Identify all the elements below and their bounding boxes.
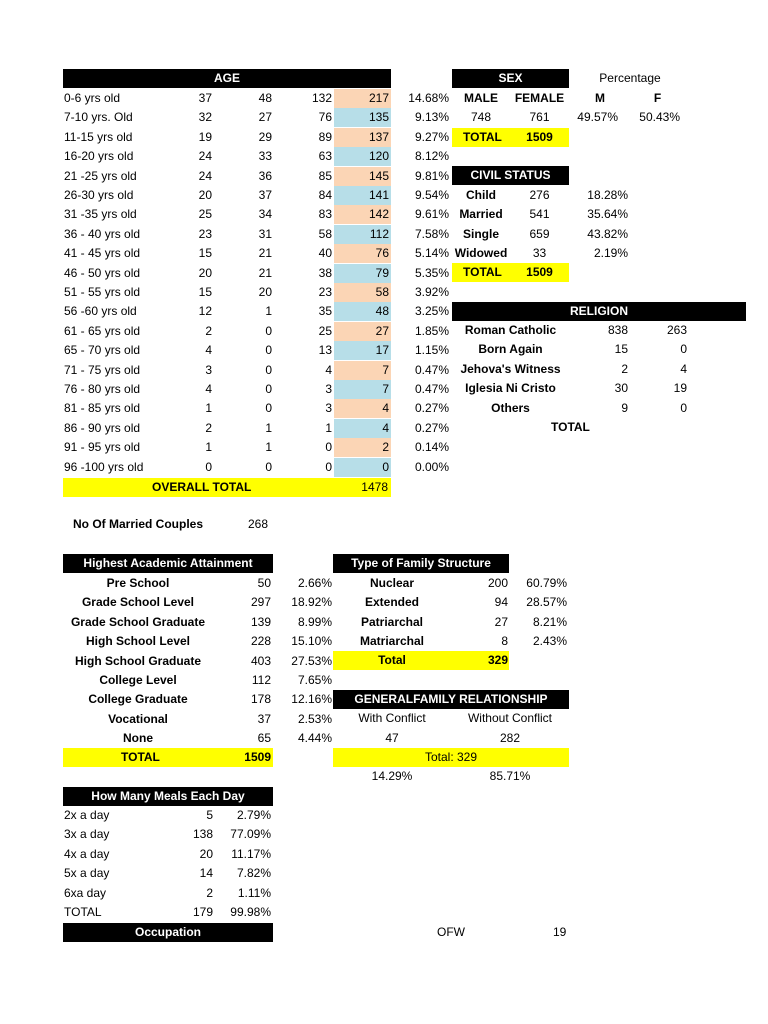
family-total-row [333,651,509,670]
sex-f-pct: 50.43% [639,110,680,124]
academic-row-value: 403 [250,653,271,668]
age-row-col3: 85 [318,168,332,183]
age-row-label: 7-10 yrs. Old [64,110,133,125]
sex-total-label: TOTAL [463,130,502,144]
age-row-col1: 37 [198,91,212,105]
academic-row-value: 37 [257,711,271,726]
age-row-total: 145 [334,167,391,186]
age-row-label: 61 - 65 yrs old [64,323,141,338]
age-row-total: 142 [334,205,391,224]
age-row-label: 51 - 55 yrs old [64,285,141,299]
age-overall-label: OVERALL TOTAL [152,480,252,494]
academic-row-value: 65 [257,731,271,746]
family-row-value: 200 [487,576,508,590]
age-row-col1: 19 [198,129,212,144]
age-row-total: 135 [334,108,391,127]
age-row-col1: 24 [198,168,212,183]
age-row-label: 86 - 90 yrs old [64,420,141,435]
age-row-label: 36 - 40 yrs old [64,226,141,241]
age-row-col2: 31 [258,226,272,241]
age-row-col3: 76 [318,110,332,125]
age-row-col2: 0 [265,343,272,358]
family-row-value: 27 [494,614,508,629]
age-row-col3: 40 [318,246,332,261]
age-row-col3: 3 [325,401,332,416]
religion-total-label: TOTAL [551,420,590,434]
age-row-col3: 89 [318,129,332,144]
with-conflict-pct: 14.29% [371,769,413,783]
age-row-label: 96 -100 yrs old [64,459,144,474]
academic-row-label: Vocational [108,711,168,726]
civil-row-value: 33 [532,246,547,261]
age-row-col3: 4 [325,362,332,377]
academic-row-pct: 7.65% [297,673,332,687]
civil-total-row [452,263,569,282]
meals-total-pct: 99.98% [230,905,271,919]
academic-total-label: TOTAL [121,750,160,764]
academic-row-pct: 18.92% [291,595,332,610]
age-row-col1: 15 [198,285,212,299]
age-row-label: 46 - 50 yrs old [64,265,141,280]
religion-row-col1: 30 [614,381,628,396]
academic-row-pct: 12.16% [291,692,332,707]
age-row-col1: 1 [205,401,212,416]
age-row-col2: 0 [265,362,272,377]
sex-total-row [452,128,569,147]
age-row-col1: 2 [205,420,212,435]
age-row-total: 4 [334,399,391,418]
age-row-col1: 1 [205,440,212,455]
age-row-col2: 0 [265,323,272,338]
married-couples-value: 268 [248,517,269,531]
age-row-total: 48 [334,302,391,321]
occupation-header: Occupation [63,923,273,942]
age-row-label: 65 - 70 yrs old [64,343,141,358]
meal-row-pct: 7.82% [236,866,271,881]
meal-row-value: 5 [206,808,213,822]
age-row-total: 7 [334,380,391,399]
age-row-col3: 84 [318,188,332,202]
family-total-value: 329 [487,653,508,667]
age-row-col2: 1 [265,420,272,435]
meal-row-label: 3x a day [64,827,110,842]
age-row-col2: 0 [265,401,272,416]
sex-header: SEX [452,69,569,88]
civil-row-label: Child [466,188,496,202]
meal-row-value: 14 [199,866,213,881]
ofw-value: 19 [553,925,567,939]
academic-row-label: High School Graduate [74,653,201,668]
meal-row-label: 5x a day [64,866,110,881]
sex-f-label: F [653,91,662,105]
age-row-col1: 4 [205,343,212,358]
age-row-col1: 23 [198,226,212,241]
without-conflict-value: 282 [499,731,521,745]
family-row-value: 94 [494,595,508,610]
age-row-col3: 0 [325,440,332,455]
without-conflict-pct: 85.71% [489,769,531,783]
academic-row-pct: 15.10% [291,634,332,649]
age-row-total: 141 [334,186,391,205]
religion-row-label: Roman Catholic [464,323,557,337]
age-row-pct: 9.27% [414,129,449,144]
academic-row-label: Pre School [106,576,170,590]
family-row-label: Matriarchal [359,634,425,649]
age-row-label: 76 - 80 yrs old [64,382,141,396]
age-row-total: 120 [334,147,391,166]
relationship-total-row: Total: 329 [333,748,569,767]
religion-row-col2: 0 [680,400,687,415]
sex-female-label: FEMALE [514,91,565,105]
age-row-label: 0-6 yrs old [64,91,121,105]
age-header: AGE [63,69,391,88]
sex-male-label: MALE [464,91,498,105]
academic-row-pct: 8.99% [297,614,332,629]
civil-row-pct: 18.28% [587,188,628,202]
academic-row-value: 228 [250,634,271,649]
age-row-col2: 0 [265,382,272,396]
ofw-label: OFW [437,925,465,939]
age-row-col1: 2 [205,323,212,338]
religion-row-col1: 15 [614,342,628,357]
age-row-col2: 37 [258,188,272,202]
meal-row-pct: 1.11% [237,885,271,900]
age-row-col1: 32 [198,110,212,125]
family-row-label: Patriarchal [360,614,424,629]
academic-row-pct: 27.53% [291,653,332,668]
religion-row-label: Born Again [478,342,543,357]
religion-row-col2: 263 [666,323,687,337]
percentage-header: Percentage [599,71,661,85]
family-row-pct: 2.43% [532,634,567,649]
age-row-col1: 4 [205,382,212,396]
meal-row-label: 4x a day [64,846,110,861]
age-row-total: 58 [334,283,391,302]
age-row-pct: 14.68% [408,91,449,105]
age-row-col1: 15 [198,246,212,261]
age-row-pct: 0.27% [414,420,449,435]
sex-male-value: 748 [470,110,492,124]
age-overall-value: 1478 [361,480,388,494]
with-conflict-label: With Conflict [358,711,426,725]
meal-row-pct: 11.17% [231,846,271,861]
age-row-pct: 0.27% [414,401,449,416]
religion-header: RELIGION [452,302,746,321]
civil-row-label: Married [459,207,503,222]
meals-header: How Many Meals Each Day [63,787,273,806]
sex-female-value: 761 [529,110,550,124]
family-row-pct: 28.57% [526,595,567,610]
age-row-col2: 34 [258,207,272,222]
age-row-pct: 9.13% [414,110,449,125]
age-row-label: 16-20 yrs old [64,149,134,164]
age-row-label: 91 - 95 yrs old [64,440,141,455]
academic-header: Highest Academic Attainment [63,554,273,573]
academic-row-label: College Graduate [88,692,188,707]
age-row-total: 112 [334,225,391,244]
age-row-pct: 0.47% [414,362,449,377]
meals-total-value: 179 [192,905,213,919]
age-row-col1: 20 [198,265,212,280]
academic-total-value: 1509 [244,750,271,764]
relationship-header: GENERALFAMILY RELATIONSHIP [333,690,569,709]
sex-m-label: M [595,91,605,105]
family-total-label: Total [378,653,406,667]
age-row-pct: 3.92% [414,285,449,299]
academic-row-label: None [123,731,153,746]
age-row-label: 71 - 75 yrs old [64,362,141,377]
age-row-total: 4 [334,419,391,438]
family-row-value: 8 [501,634,508,649]
academic-row-value: 139 [250,614,271,629]
age-row-pct: 5.35% [414,265,449,280]
academic-row-label: Grade School Level [81,595,195,610]
age-row-col3: 38 [318,265,332,280]
age-row-pct: 8.12% [414,149,449,164]
age-overall-total-row [63,478,391,497]
meal-row-pct: 2.79% [236,808,271,822]
age-row-total: 79 [334,264,391,283]
age-row-total: 0 [334,458,391,477]
age-row-label: 11-15 yrs old [64,129,133,144]
age-row-label: 81 - 85 yrs old [64,401,141,416]
religion-row-label: Jehova's Witness [460,361,561,376]
civil-row-value: 541 [529,207,550,222]
religion-row-col2: 4 [680,361,687,376]
age-row-col2: 21 [258,265,272,280]
family-row-pct: 8.21% [532,614,567,629]
age-row-col3: 35 [318,304,332,319]
age-row-total: 76 [334,244,391,263]
civil-row-value: 659 [529,226,550,241]
age-row-col3: 0 [325,459,332,474]
age-row-col1: 12 [198,304,212,319]
civil-row-value: 276 [529,188,550,202]
meal-row-label: 2x a day [64,808,110,822]
religion-row-label: Iglesia Ni Cristo [465,381,556,396]
age-row-col2: 1 [265,304,272,319]
academic-row-pct: 4.44% [297,731,332,746]
age-row-label: 31 -35 yrs old [64,207,137,222]
family-row-pct: 60.79% [526,576,567,590]
age-row-col1: 25 [198,207,212,222]
age-row-col1: 3 [205,362,212,377]
age-row-col3: 13 [318,343,332,358]
civil-status-header: CIVIL STATUS [452,166,569,185]
age-row-col3: 1 [325,420,332,435]
age-row-col2: 33 [258,149,272,164]
age-row-total: 7 [334,361,391,380]
age-row-col1: 20 [198,188,212,202]
age-row-label: 26-30 yrs old [64,188,134,202]
age-row-pct: 5.14% [414,246,449,261]
academic-row-label: College Level [99,673,177,687]
with-conflict-value: 47 [385,731,399,745]
age-row-col3: 23 [318,285,332,299]
academic-row-pct: 2.66% [297,576,332,590]
religion-row-col1: 838 [607,323,628,337]
age-row-total: 217 [334,89,391,108]
meal-row-value: 20 [199,846,213,861]
age-row-total: 2 [334,438,391,457]
age-row-pct: 0.14% [414,440,449,455]
age-row-col2: 1 [265,440,272,455]
age-row-total: 17 [334,341,391,360]
civil-row-label: Widowed [454,246,508,261]
age-row-label: 21 -25 yrs old [64,168,137,183]
academic-row-value: 297 [250,595,271,610]
age-row-col3: 3 [325,382,332,396]
family-structure-header: Type of Family Structure [333,554,509,573]
age-row-pct: 1.85% [414,323,449,338]
academic-row-label: Grade School Graduate [70,614,206,629]
family-row-label: Nuclear [369,576,415,590]
age-row-col3: 25 [318,323,332,338]
civil-row-pct: 2.19% [593,246,628,261]
without-conflict-label: Without Conflict [467,711,553,725]
civil-row-label: Single [462,226,499,241]
religion-row-col1: 2 [621,361,628,376]
academic-total-row [63,748,273,767]
meal-row-pct: 77.09% [230,827,271,842]
sex-m-pct: 49.57% [577,110,618,124]
age-row-pct: 0.47% [414,382,449,396]
academic-row-value: 50 [257,576,271,590]
age-row-col2: 29 [258,129,272,144]
age-row-col2: 0 [265,459,272,474]
age-row-total: 137 [334,128,391,147]
academic-row-value: 178 [250,692,271,707]
meal-row-value: 2 [206,885,213,900]
married-couples-label: No Of Married Couples [73,517,204,531]
civil-row-pct: 35.64% [587,207,628,222]
age-row-pct: 3.25% [414,304,449,319]
family-row-label: Extended [364,595,419,610]
age-row-col2: 48 [258,91,272,105]
age-row-col3: 83 [318,207,332,222]
religion-row-col2: 0 [680,342,687,357]
age-row-total: 27 [334,322,391,341]
religion-row-col2: 19 [673,381,687,396]
civil-total-label: TOTAL [463,265,502,279]
age-row-col3: 63 [318,149,332,164]
age-row-col1: 24 [198,149,212,164]
age-row-pct: 9.61% [414,207,449,222]
meals-total-label: TOTAL [64,905,102,919]
religion-row-label: Others [491,400,530,415]
academic-row-value: 112 [251,673,271,687]
age-row-col3: 132 [311,91,332,105]
academic-row-pct: 2.53% [297,711,332,726]
religion-row-col1: 9 [621,400,628,415]
age-row-col2: 20 [258,285,272,299]
meal-row-label: 6xa day [64,885,107,900]
age-row-pct: 0.00% [414,459,449,474]
age-row-pct: 1.15% [414,343,449,358]
age-row-col3: 58 [318,226,332,241]
age-row-pct: 9.81% [414,168,449,183]
age-row-col2: 21 [258,246,272,261]
sex-total-value: 1509 [526,130,553,144]
age-row-label: 56 -60 yrs old [64,304,137,319]
age-row-col1: 0 [205,459,212,474]
civil-row-pct: 43.82% [587,226,628,241]
academic-row-label: High School Level [85,634,190,649]
age-row-label: 41 - 45 yrs old [64,246,141,261]
age-row-pct: 7.58% [414,226,449,241]
age-row-col2: 27 [258,110,272,125]
meal-row-value: 138 [192,827,213,842]
age-row-pct: 9.54% [414,188,449,202]
age-row-col2: 36 [258,168,272,183]
civil-total-value: 1509 [526,265,553,279]
